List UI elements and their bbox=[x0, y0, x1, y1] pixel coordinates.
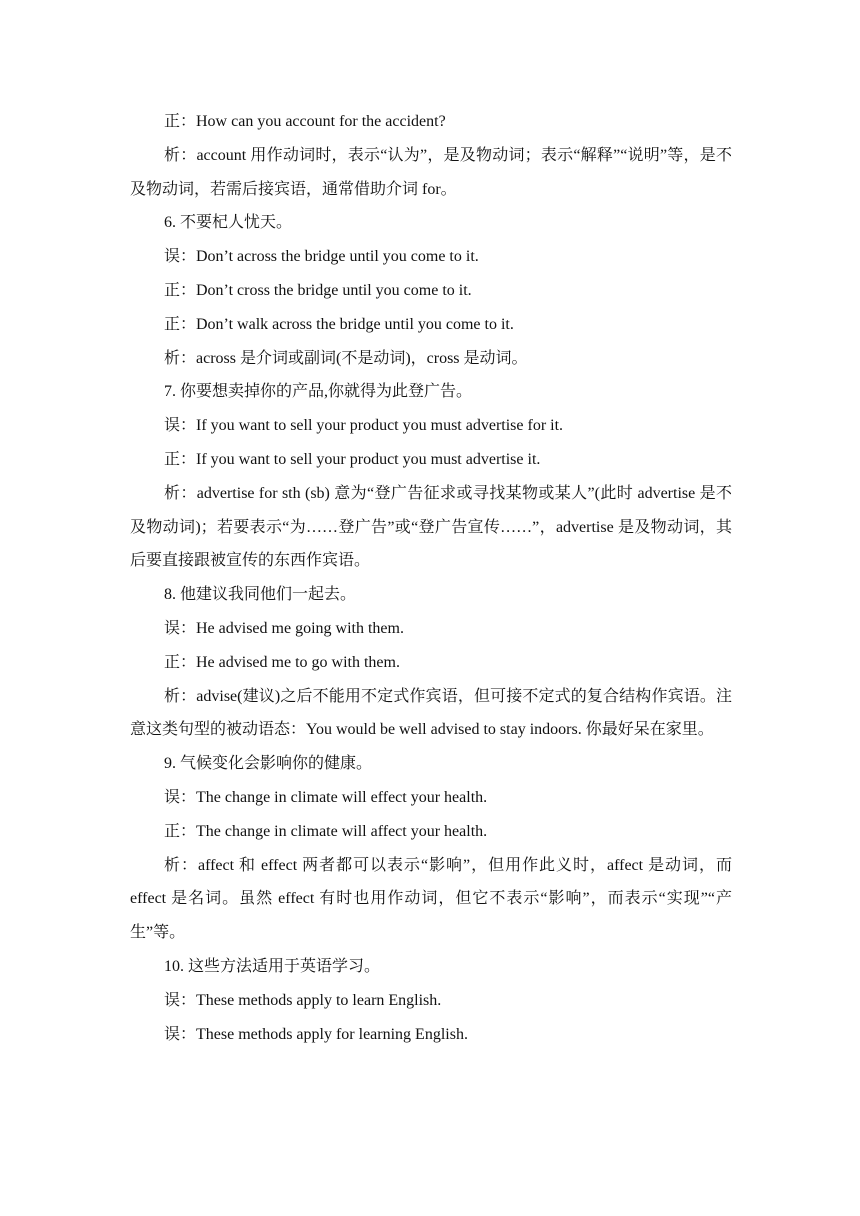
wrong-sentence: 误：Don’t across the bridge until you come to it. bbox=[164, 248, 479, 266]
item-heading: 8. 他建议我同他们一起去。 bbox=[164, 586, 357, 604]
correct-sentence: 正：The change in climate will affect your health. bbox=[164, 822, 488, 840]
analysis-line: 析：across 是介词或副词(不是动词)，cross 是动词。 bbox=[164, 349, 528, 367]
analysis-paragraph: 析：account 用作动词时，表示“认为”，是及物动词；表示“解释”“说明”等，是不及物动词，若需后接宾语，通常借助介词 for。 bbox=[130, 146, 732, 198]
correct-sentence: 正：Don’t cross the bridge until you come to it. bbox=[164, 281, 472, 299]
item-heading: 10. 这些方法适用于英语学习。 bbox=[164, 957, 381, 975]
correct-sentence: 正：Don’t walk across the bridge until you come to it. bbox=[164, 315, 514, 333]
correct-sentence: 正：How can you account for the accident? bbox=[164, 113, 446, 130]
item-heading: 9. 气候变化会影响你的健康。 bbox=[164, 755, 373, 773]
document-body bbox=[130, 105, 732, 1051]
wrong-sentence: 误：These methods apply to learn English. bbox=[164, 991, 442, 1009]
wrong-sentence: 误：These methods apply for learning English. bbox=[164, 1025, 468, 1043]
wrong-sentence: 误：He advised me going with them. bbox=[164, 619, 404, 637]
wrong-sentence: 误：If you want to sell your product you must advertise for it. bbox=[164, 417, 564, 435]
correct-sentence: 正：He advised me to go with them. bbox=[164, 653, 400, 671]
item-heading: 6. 不要杞人忧天。 bbox=[164, 214, 293, 232]
analysis-paragraph: 析：advertise for sth (sb) 意为“登广告征求或寻找某物或某人”(此时 advertise 是不及物动词)；若要表示“为……登广告”或“登广告宣传……”，advertise 是及物动词，其后要直接跟被宣传的东西作宾语。 bbox=[130, 484, 732, 570]
correct-sentence: 正：If you want to sell your product you must advertise it. bbox=[164, 450, 541, 468]
item-heading: 7. 你要想卖掉你的产品,你就得为此登广告。 bbox=[164, 383, 473, 401]
analysis-paragraph: 析：affect 和 effect 两者都可以表示“影响”，但用作此义时，affect 是动词，而 effect 是名词。虽然 effect 有时也用作动词，但它不表示“影响”，而表示“实现”“产生”等。 bbox=[130, 856, 732, 942]
analysis-paragraph: 析：advise(建议)之后不能用不定式作宾语，但可接不定式的复合结构作宾语。注意这类句型的被动语态：You would be well advised to stay indoors. 你最好呆在家里。 bbox=[130, 687, 732, 739]
wrong-sentence: 误：The change in climate will effect your health. bbox=[164, 788, 488, 806]
